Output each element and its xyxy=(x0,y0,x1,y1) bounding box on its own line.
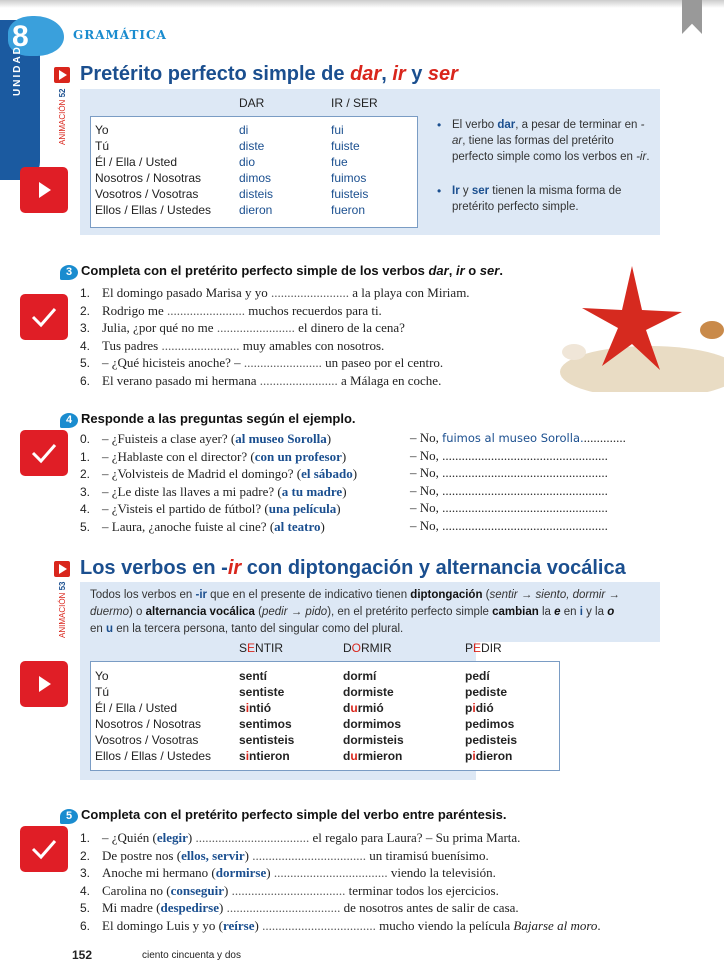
verb-form: pediste xyxy=(465,685,508,699)
check-answers-button[interactable] xyxy=(20,430,68,476)
verb-form-dar: disteis xyxy=(239,187,274,201)
verb-form: sintió xyxy=(239,701,272,715)
question-item: 2. – ¿Volvisteis de Madrid el domingo? (el sábado) xyxy=(80,466,358,481)
answer-field[interactable]: – No, ................................................... xyxy=(410,517,608,533)
page-number: 152 xyxy=(72,948,93,962)
bookmark-icon[interactable] xyxy=(682,0,702,34)
answer-field[interactable]: – No, ................................................... xyxy=(410,500,608,515)
question-item: 0. – ¿Fuisteis a clase ayer? (al museo Sorolla) xyxy=(80,431,332,446)
verb-form-dar: dimos xyxy=(239,171,272,185)
exercise-5-title: 5 Completa con el pretérito perfecto simple del verbo entre paréntesis. xyxy=(60,807,507,824)
exercise-3-title: 3 Completa con el pretérito perfecto simple de los verbos dar, ir o ser. xyxy=(60,263,503,280)
starfish-image xyxy=(560,262,724,392)
answer-blank[interactable]: ........................ xyxy=(161,337,240,353)
play-video-button[interactable] xyxy=(20,661,68,707)
answer-blank[interactable]: ........................ xyxy=(270,285,349,300)
section-label: GRAMÁTICA xyxy=(73,28,167,42)
answer-field[interactable]: – No, ................................................... xyxy=(410,465,608,480)
top-shadow xyxy=(0,0,724,8)
check-answers-button[interactable] xyxy=(20,826,68,872)
answer-blank[interactable]: ................................... xyxy=(226,900,341,915)
verb-form-ir-ser: fuisteis xyxy=(331,187,369,201)
answer-field[interactable]: – No, fuimos al museo Sorolla.............. xyxy=(410,430,626,445)
verb-form: pidió xyxy=(465,701,494,715)
verb-form: pedisteis xyxy=(465,733,518,747)
verb-form-dar: dieron xyxy=(239,203,273,217)
animation-label: ANIMACIÓN 53 xyxy=(58,581,67,638)
note-1: El verbo dar, a pesar de terminar en -ar, tiene las formas del pretérito perfecto simple como los verbos en -ir. xyxy=(452,119,650,163)
verb-form-ir-ser: fui xyxy=(331,123,344,137)
exercise-item: 1. El domingo pasado Marisa y yo ........................ a la playa con Miriam. xyxy=(80,285,470,300)
answer-field[interactable]: – No, ................................................... xyxy=(410,447,608,463)
exercise-item: 6. El domingo Luis y yo (reírse) ................................... mucho viendo la película Bajarse al moro. xyxy=(80,917,601,933)
verb-form-dar: dio xyxy=(239,155,256,169)
question-item: 3. – ¿Le diste las llaves a mi padre? (a tu madre) xyxy=(80,483,347,499)
verb-form-dar: diste xyxy=(239,139,265,153)
verb-form: pedimos xyxy=(465,717,515,731)
person-label: Ellos / Ellas / Ustedes xyxy=(95,203,212,217)
column-header: SENTIR xyxy=(239,641,284,655)
verb-form: dormí xyxy=(343,669,377,683)
animation-label: ANIMACIÓN 52 xyxy=(58,88,67,145)
exercise-item: 6. El verano pasado mi hermana ........................ a Málaga en coche. xyxy=(80,372,442,388)
person-label: Ellos / Ellas / Ustedes xyxy=(95,749,212,763)
verb-form: pidieron xyxy=(465,749,513,763)
section-title: Pretérito perfecto simple de dar, ir y ser xyxy=(80,63,458,85)
person-label: Vosotros / Vosotras xyxy=(95,733,199,747)
verb-form-ir-ser: fuiste xyxy=(331,139,360,153)
section-title: Los verbos en -ir con diptongación y alternancia vocálica xyxy=(80,557,626,579)
verb-form: dormisteis xyxy=(343,733,404,747)
column-header: DORMIR xyxy=(343,641,392,655)
exercise-item: 3. Julia, ¿por qué no me ........................ el dinero de la cena? xyxy=(80,320,405,335)
column-header: IR / SER xyxy=(331,96,378,110)
question-item: 5. – Laura, ¿anoche fuiste al cine? (al teatro) xyxy=(80,518,325,534)
verb-form: sentiste xyxy=(239,685,285,699)
person-label: Él / Ella / Usted xyxy=(95,701,178,715)
verb-form: durmieron xyxy=(343,749,403,763)
verb-form: dormimos xyxy=(343,717,402,731)
verb-form: sentisteis xyxy=(239,733,295,747)
person-label: Nosotros / Nosotras xyxy=(95,171,202,185)
verb-form: sentí xyxy=(239,669,268,683)
answer-field[interactable]: – No, ................................................... xyxy=(410,482,608,498)
unit-number: 8 xyxy=(12,20,29,53)
answer-blank[interactable]: ........................ xyxy=(216,320,295,335)
answer-blank[interactable]: ................................... xyxy=(195,830,310,845)
answer-blank[interactable]: ........................ xyxy=(259,372,338,388)
verb-form: durmió xyxy=(343,701,384,715)
exercise-item: 2. Rodrigo me ........................ muchos recuerdos para ti. xyxy=(80,302,382,318)
exercise-item: 4. Carolina no (conseguir) ................................... terminar todos los ejercicios. xyxy=(80,882,499,898)
answer-blank[interactable]: ........................ xyxy=(167,302,245,318)
person-label: Vosotros / Vosotras xyxy=(95,187,199,201)
unit-label: UNIDAD xyxy=(12,45,23,96)
verb-form-ir-ser: fue xyxy=(331,155,348,169)
verb-form: sintieron xyxy=(239,749,290,763)
check-answers-button[interactable] xyxy=(20,294,68,340)
column-header: PEDIR xyxy=(465,641,502,655)
verb-form: sentimos xyxy=(239,717,292,731)
answer-blank[interactable]: ................................... xyxy=(252,847,366,863)
exercise-item: 5. – ¿Qué hicisteis anoche? – ........................ un paseo por el centro. xyxy=(80,355,444,370)
answer-blank[interactable]: ................................... xyxy=(273,865,388,880)
question-item: 1. – ¿Hablaste con el director? (con un profesor) xyxy=(80,448,347,464)
exercise-item: 2. De postre nos (ellos, servir) ................................... un tiramisú buenísimo. xyxy=(80,847,489,863)
exercise-item: 4. Tus padres ........................ muy amables con nosotros. xyxy=(80,337,385,353)
person-label: Tú xyxy=(95,685,110,699)
answer-blank[interactable]: ........................ xyxy=(243,355,322,370)
note-2: Ir y ser tienen la misma forma de pretérito perfecto simple. xyxy=(452,185,622,213)
play-icon[interactable] xyxy=(54,561,70,577)
exercise-item: 3. Anoche mi hermano (dormirse) ................................... viendo la televisión. xyxy=(80,865,496,880)
person-label: Nosotros / Nosotras xyxy=(95,717,202,731)
question-item: 4. – ¿Visteis el partido de fútbol? (una película) xyxy=(80,501,341,516)
person-label: Tú xyxy=(95,139,110,153)
person-label: Yo xyxy=(95,123,109,137)
verb-form: pedí xyxy=(465,669,490,683)
answer-blank[interactable]: ................................... xyxy=(231,882,346,898)
verb-form-dar: di xyxy=(239,123,249,137)
exercise-4-title: 4 Responde a las preguntas según el ejemplo. xyxy=(60,411,356,428)
person-label: Él / Ella / Usted xyxy=(95,155,178,169)
verb-form: dormiste xyxy=(343,685,394,699)
person-label: Yo xyxy=(95,669,109,683)
verb-form-ir-ser: fueron xyxy=(331,203,366,217)
column-header: DAR xyxy=(239,96,265,110)
answer-blank[interactable]: ................................... xyxy=(262,917,376,933)
grammar-intro: Todos los verbos en -ir que en el presente de indicativo tienen diptongación (sentir → siento, dormir → duermo) o alternancia vocálica (pedir → pido), en el pretérito perfecto simple cambian la e en i y la o en u en la tercera persona, tanto del singular como del plural. xyxy=(90,589,620,635)
exercise-item: 5. Mi madre (despedirse) ................................... de nosotros antes de salir de casa. xyxy=(80,900,519,915)
play-video-button[interactable] xyxy=(20,167,68,213)
page-number-words: ciento cincuenta y dos xyxy=(142,950,241,961)
exercise-item: 1. – ¿Quién (elegir) ................................... el regalo para Laura? – Su prima Marta. xyxy=(80,830,521,845)
play-icon[interactable] xyxy=(54,67,70,83)
verb-form-ir-ser: fuimos xyxy=(331,171,367,185)
